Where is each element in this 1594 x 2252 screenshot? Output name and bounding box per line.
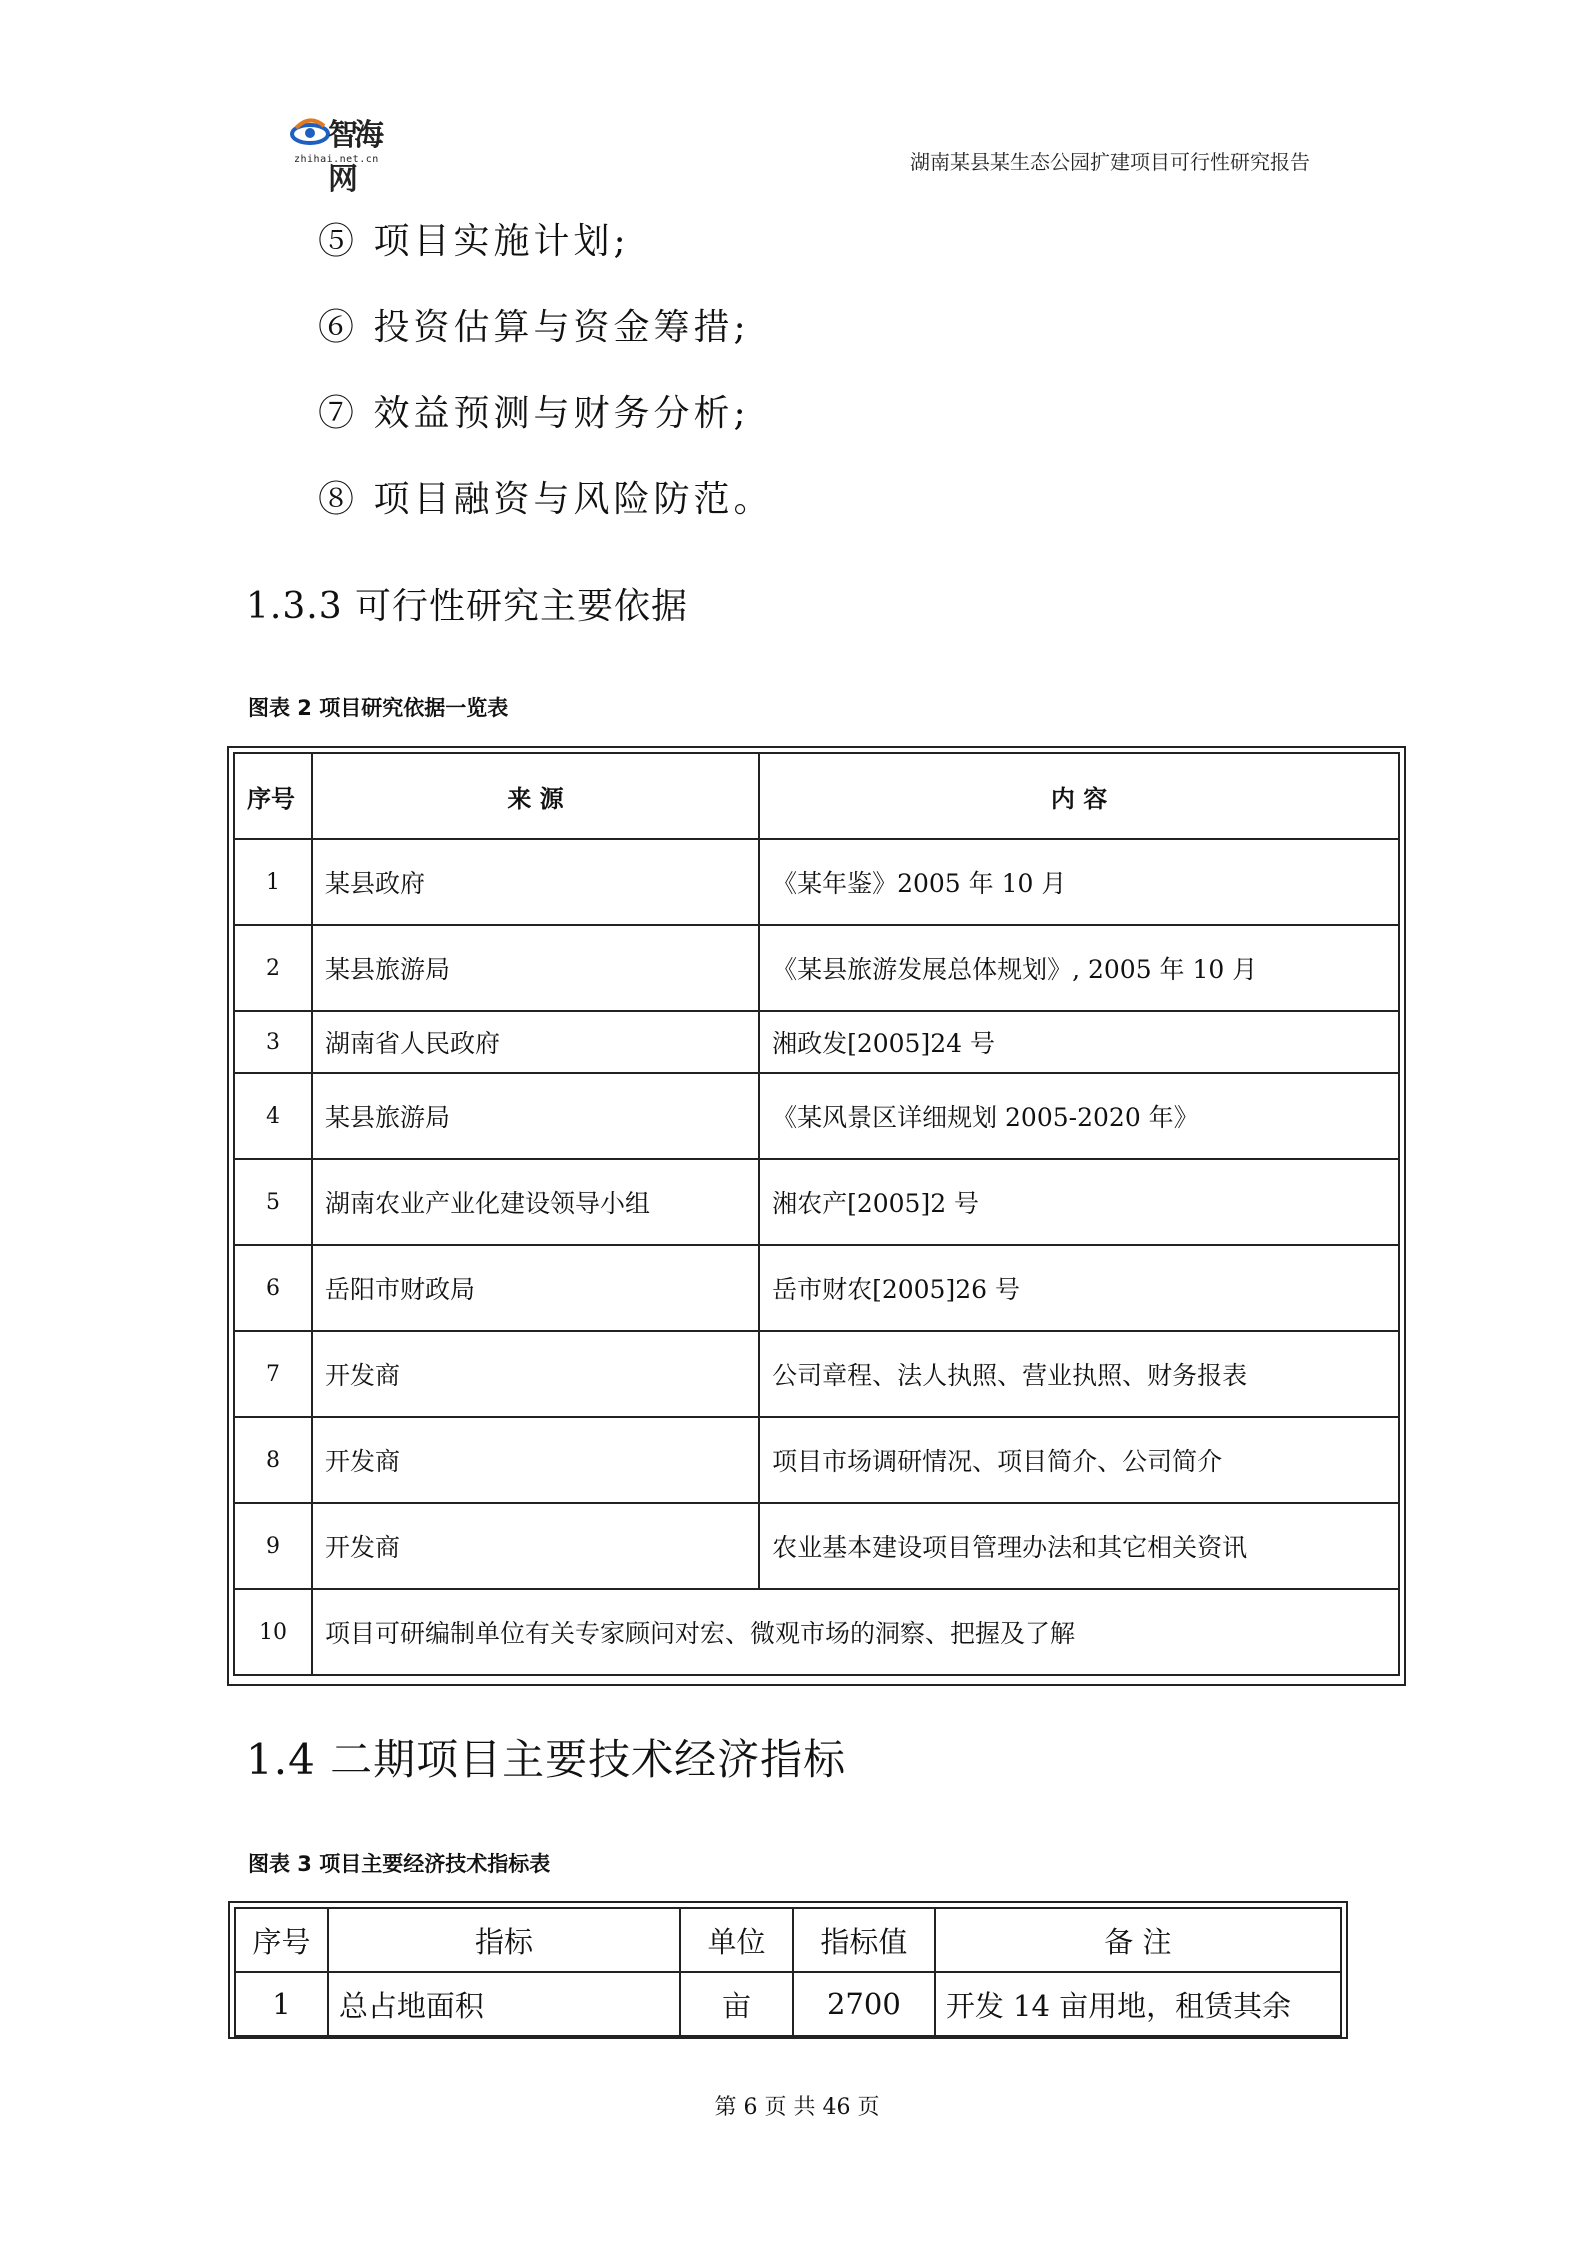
header-unit: 单位	[680, 1908, 793, 1972]
row-index: 7	[234, 1331, 312, 1417]
logo-swirl-icon	[290, 114, 330, 148]
row-source: 开发商	[312, 1331, 759, 1417]
row-source: 开发商	[312, 1503, 759, 1589]
section-heading-1-3-3: 1.3.3 可行性研究主要依据	[246, 586, 689, 627]
row-index: 1	[234, 839, 312, 925]
header-value: 指标值	[793, 1908, 935, 1972]
page-header	[290, 108, 1310, 197]
row-content: 湘农产[2005]2 号	[759, 1159, 1399, 1245]
table-row	[235, 1972, 1341, 2036]
row-indicator: 总占地面积	[328, 1972, 680, 2036]
row-source: 某县旅游局	[312, 925, 759, 1011]
row-index: 1	[235, 1972, 328, 2036]
header-index: 序号	[234, 753, 312, 839]
content-list	[318, 212, 773, 556]
header-indicator: 指标	[328, 1908, 680, 1972]
logo-url-text: zhihai.net.cn	[294, 154, 379, 165]
row-source: 湖南省人民政府	[312, 1011, 759, 1073]
row-content: 岳市财农[2005]26 号	[759, 1245, 1399, 1331]
row-unit: 亩	[680, 1972, 793, 2036]
table-row	[234, 1159, 1399, 1245]
table-row	[234, 1073, 1399, 1159]
row-content: 《某年鉴》2005 年 10 月	[759, 839, 1399, 925]
row-merged-text: 项目可研编制单位有关专家顾问对宏、微观市场的洞察、把握及了解	[312, 1589, 1399, 1675]
table-caption-basis: 图表 2 项目研究依据一览表	[248, 696, 509, 720]
row-index: 3	[234, 1011, 312, 1073]
row-content: 湘政发[2005]24 号	[759, 1011, 1399, 1073]
header-content: 内 容	[759, 753, 1399, 839]
row-index: 2	[234, 925, 312, 1011]
row-content: 项目市场调研情况、项目简介、公司简介	[759, 1417, 1399, 1503]
list-item: ⑥ 投资估算与资金筹措;	[318, 307, 750, 348]
page-number: 第 6 页 共 46 页	[714, 2095, 880, 2120]
header-remark: 备 注	[935, 1908, 1341, 1972]
header-source: 来 源	[312, 753, 759, 839]
row-source: 湖南农业产业化建设领导小组	[312, 1159, 759, 1245]
row-index: 8	[234, 1417, 312, 1503]
research-basis-table	[233, 752, 1400, 1676]
table-row	[234, 839, 1399, 925]
row-index: 10	[234, 1589, 312, 1675]
table-row	[234, 1589, 1399, 1675]
tech-econ-indicator-table	[234, 1907, 1342, 2037]
row-index: 9	[234, 1503, 312, 1589]
section-heading-1-4: 1.4 二期项目主要技术经济指标	[246, 1735, 847, 1784]
list-item: ⑤ 项目实施计划;	[318, 221, 630, 262]
row-content: 《某县旅游发展总体规划》, 2005 年 10 月	[759, 925, 1399, 1011]
table-header-row	[234, 753, 1399, 839]
table-row	[234, 1417, 1399, 1503]
row-index: 6	[234, 1245, 312, 1331]
logo-mark-text: 智海网	[328, 118, 380, 197]
row-source: 岳阳市财政局	[312, 1245, 759, 1331]
table-caption-tech: 图表 3 项目主要经济技术指标表	[248, 1852, 551, 1876]
row-value: 2700	[793, 1972, 935, 2036]
row-content: 农业基本建设项目管理办法和其它相关资讯	[759, 1503, 1399, 1589]
row-index: 4	[234, 1073, 312, 1159]
table-row	[234, 1331, 1399, 1417]
table-row	[234, 925, 1399, 1011]
header-index: 序号	[235, 1908, 328, 1972]
row-content: 公司章程、法人执照、营业执照、财务报表	[759, 1331, 1399, 1417]
document-title: 湖南某县某生态公园扩建项目可行性研究报告	[910, 150, 1310, 174]
row-source: 开发商	[312, 1417, 759, 1503]
table-row	[234, 1011, 1399, 1073]
row-source: 某县政府	[312, 839, 759, 925]
table-row	[234, 1245, 1399, 1331]
row-content: 《某风景区详细规划 2005-2020 年》	[759, 1073, 1399, 1159]
table-header-row	[235, 1908, 1341, 1972]
row-index: 5	[234, 1159, 312, 1245]
row-remark: 开发 14 亩用地，租赁其余	[935, 1972, 1341, 2036]
list-item: ⑧ 项目融资与风险防范。	[318, 479, 774, 520]
row-source: 某县旅游局	[312, 1073, 759, 1159]
list-item: ⑦ 效益预测与财务分析;	[318, 393, 750, 434]
company-logo	[290, 108, 390, 197]
table-row	[234, 1503, 1399, 1589]
